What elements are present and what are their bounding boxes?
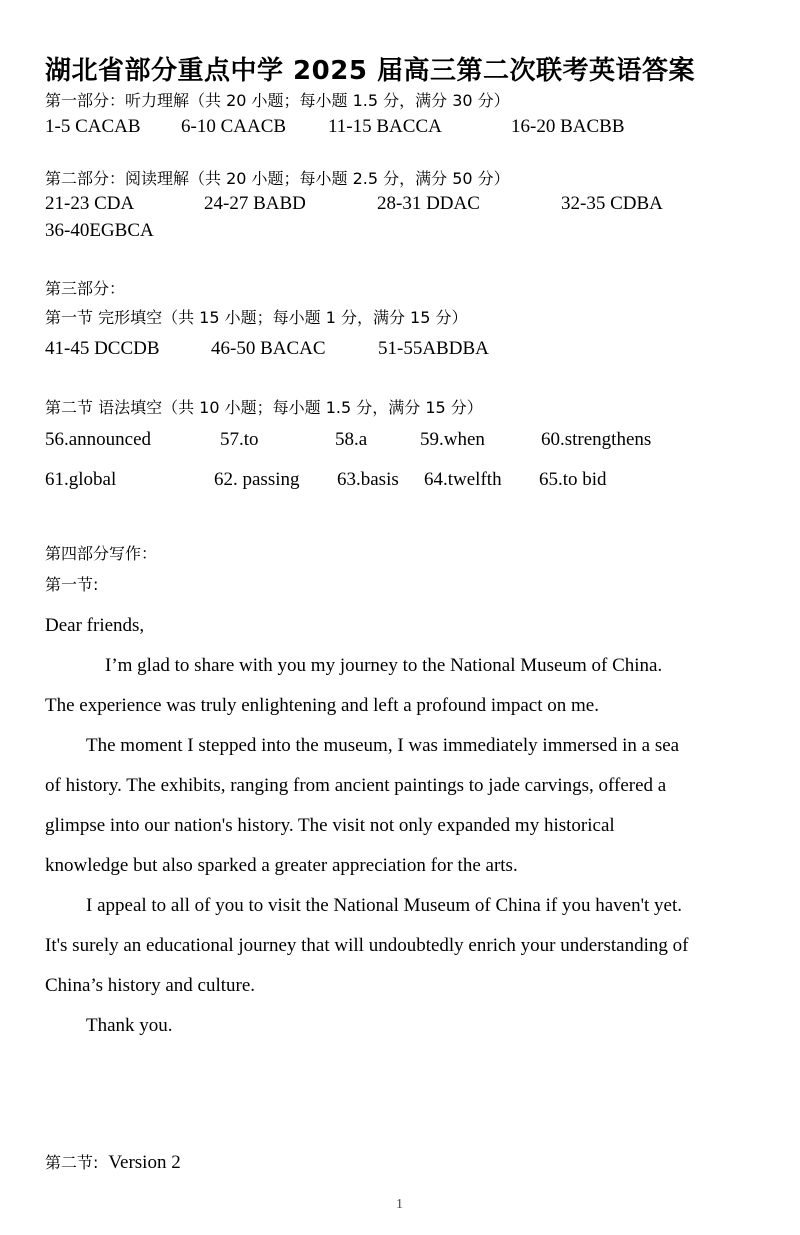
letter-line: The moment I stepped into the museum, I was immediately immersed in a sea <box>86 735 680 756</box>
part3-section1-heading: 第一节 完形填空（共 15 小题；每小题 1 分，满分 15 分） <box>45 308 468 327</box>
answer-group: 1-5 CACAB <box>45 116 141 137</box>
letter-line: of history. The exhibits, ranging from ancient paintings to jade carvings, offered a <box>45 775 667 796</box>
answer-item: 56.announced <box>45 429 152 450</box>
part4-section2-text: Version 2 <box>108 1152 181 1173</box>
answer-item: 63.basis <box>337 469 399 490</box>
letter-line: knowledge but also sparked a greater appreciation for the arts. <box>45 855 518 876</box>
answer-item: 58.a <box>335 429 368 450</box>
answer-item: 62. passing <box>214 469 300 490</box>
letter-line: glimpse into our nation's history. The visit not only expanded my historical <box>45 815 615 836</box>
part3-section2-heading: 第二节 语法填空（共 10 小题；每小题 1.5 分，满分 15 分） <box>45 398 483 417</box>
letter-line: I’m glad to share with you my journey to the National Museum of China. <box>105 655 663 676</box>
answer-group: 51-55ABDBA <box>378 338 489 359</box>
answer-item: 57.to <box>220 429 259 450</box>
answer-group: 6-10 CAACB <box>181 116 287 137</box>
letter-greeting: Dear friends, <box>45 615 145 636</box>
part4-heading: 第四部分写作： <box>45 544 158 563</box>
part4-section2-line <box>45 1150 181 1174</box>
answer-group: 36-40EGBCA <box>45 220 154 241</box>
answer-item: 61.global <box>45 469 117 490</box>
answer-item: 64.twelfth <box>424 469 502 490</box>
answer-item: 60.strengthens <box>541 429 652 450</box>
answer-item: 59.when <box>420 429 485 450</box>
page-number: 1 <box>396 1197 403 1212</box>
answer-group: 28-31 DDAC <box>377 193 480 214</box>
answer-group: 32-35 CDBA <box>561 193 663 214</box>
part1-heading: 第一部分：听力理解（共 20 小题；每小题 1.5 分，满分 30 分） <box>45 91 510 110</box>
answer-group: 24-27 BABD <box>204 193 306 214</box>
letter-closing: Thank you. <box>86 1015 173 1036</box>
letter-line: It's surely an educational journey that will undoubtedly enrich your understanding of <box>45 935 689 956</box>
letter-line: China’s history and culture. <box>45 975 256 996</box>
part3-heading: 第三部分： <box>45 279 126 298</box>
part4-section1-heading: 第一节: <box>45 575 99 594</box>
page-title: 湖北省部分重点中学 2025 届高三第二次联考英语答案 <box>45 56 695 86</box>
answer-item: 65.to bid <box>539 469 607 490</box>
answer-group: 46-50 BACAC <box>211 338 326 359</box>
answer-group: 21-23 CDA <box>45 193 135 214</box>
letter-line: The experience was truly enlightening and left a profound impact on me. <box>45 695 599 716</box>
part2-heading: 第二部分：阅读理解（共 20 小题；每小题 2.5 分，满分 50 分） <box>45 169 510 188</box>
answer-group: 16-20 BACBB <box>511 116 625 137</box>
answer-group: 11-15 BACCA <box>328 116 442 137</box>
part4-section2-heading: 第二节: <box>45 1153 99 1172</box>
letter-line: I appeal to all of you to visit the National Museum of China if you haven't yet. <box>86 895 682 916</box>
answer-group: 41-45 DCCDB <box>45 338 160 359</box>
